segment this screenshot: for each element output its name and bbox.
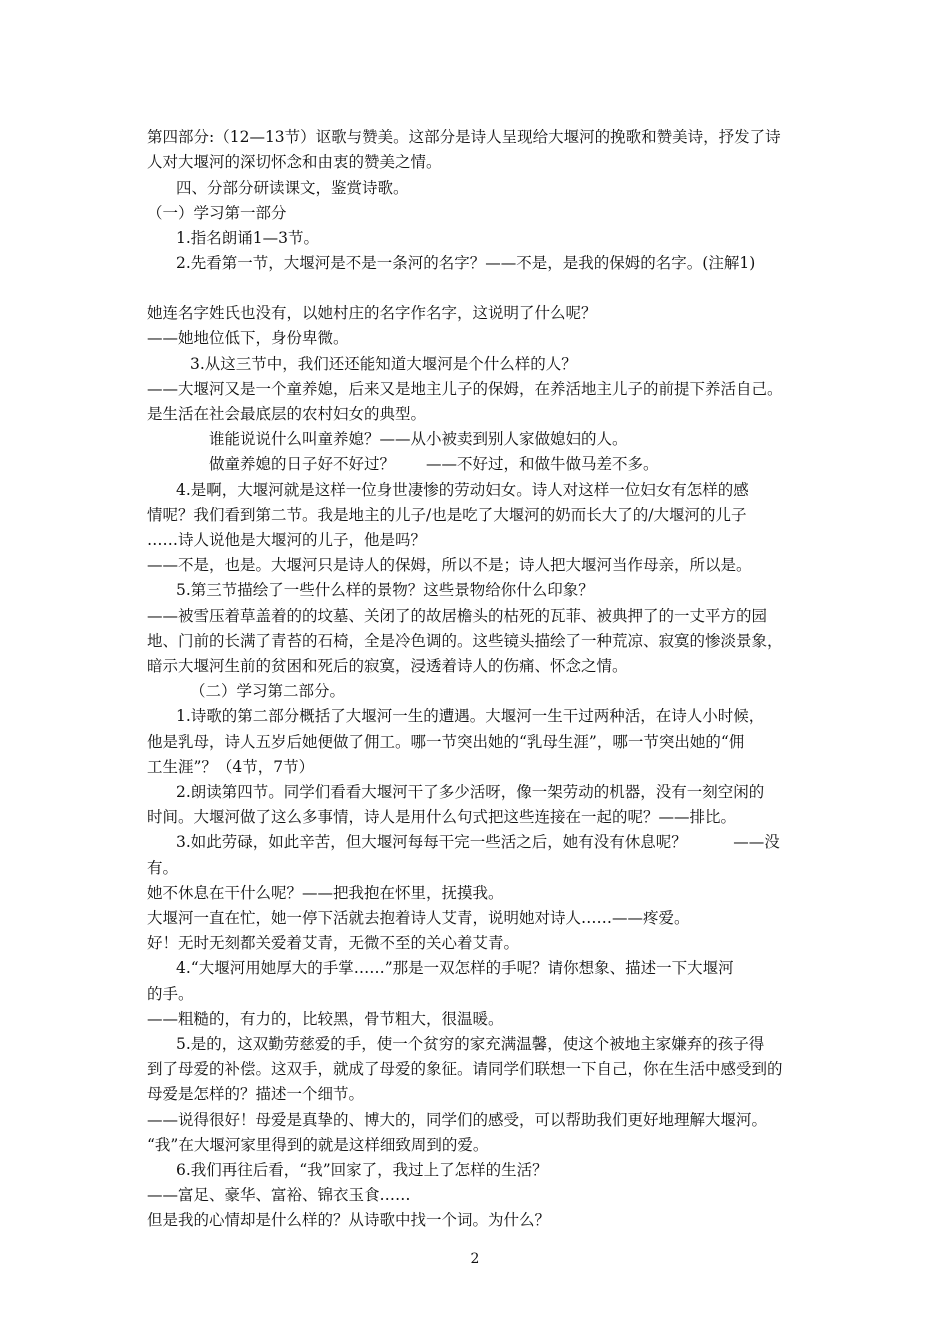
text-line: 好！无时无刻都关爱着艾青，无微不至的关心着艾青。 bbox=[147, 934, 520, 952]
text-line: ——大堰河又是一个童养媳，后来又是地主儿子的保姆，在养活地主儿子的前提下养活自己。 bbox=[147, 380, 783, 398]
text-line: 做童养媳的日子好不好过？ ——不好过，和做牛做马差不多。 bbox=[209, 455, 659, 473]
text-line: 工生涯”？（4节，7节） bbox=[147, 758, 315, 776]
text-line: 4.“大堰河用她厚大的手掌……”那是一双怎样的手呢？请你想象、描述一下大堰河 bbox=[176, 959, 734, 977]
text-line: 大堰河一直在忙，她一停下活就去抱着诗人艾青，说明她对诗人……——疼爱。 bbox=[147, 909, 690, 927]
text-line: 他是乳母，诗人五岁后她便做了佣工。哪一节突出她的“乳母生涯”，哪一节突出她的“佣 bbox=[147, 733, 745, 751]
text-line: ——她地位低下，身份卑微。 bbox=[147, 329, 349, 347]
text-line: 2.朗读第四节。同学们看看大堰河干了多少活呀，像一架劳动的机器，没有一刻空闲的 bbox=[176, 783, 765, 801]
text-line: 到了母爱的补偿。这双手，就成了母爱的象征。请同学们联想一下自己，你在生活中感受到的 bbox=[147, 1060, 783, 1078]
text-line: 5.是的，这双勤劳慈爱的手，使一个贫穷的家充满温馨，使这个被地主家嫌弃的孩子得 bbox=[176, 1035, 765, 1053]
text-line: ——不是，也是。大堰河只是诗人的保姆，所以不是；诗人把大堰河当作母亲，所以是。 bbox=[147, 556, 752, 574]
text-line: 6.我们再往后看，“我”回家了，我过上了怎样的生活？ bbox=[176, 1161, 548, 1179]
text-line: 2.先看第一节，大堰河是不是一条河的名字？——不是，是我的保姆的名字。(注解1) bbox=[176, 254, 756, 272]
text-line: 她不休息在干什么呢？——把我抱在怀里，抚摸我。 bbox=[147, 884, 504, 902]
text-line: 地、门前的长满了青苔的石椅，全是冷色调的。这些镜头描绘了一种荒凉、寂寞的惨淡景象， bbox=[147, 632, 783, 650]
text-line: 1.诗歌的第二部分概括了大堰河一生的遭遇。大堰河一生干过两种活，在诗人小时候， bbox=[176, 707, 765, 725]
text-line: 但是我的心情却是什么样的？从诗歌中找一个词。为什么？ bbox=[147, 1211, 551, 1229]
text-line: 是生活在社会最底层的农村妇女的典型。 bbox=[147, 405, 427, 423]
text-line: 母爱是怎样的？描述一个细节。 bbox=[147, 1085, 365, 1103]
page-number: 2 bbox=[470, 1251, 480, 1267]
text-line: 1.指名朗诵1—3节。 bbox=[176, 229, 320, 247]
text-line: 情呢？我们看到第二节。我是地主的儿子/也是吃了大堰河的奶而长大了的/大堰河的儿子 bbox=[147, 506, 747, 524]
text-line: （二）学习第二部分。 bbox=[190, 682, 346, 700]
text-line: （一）学习第一部分 bbox=[147, 204, 287, 222]
text-line: ——富足、豪华、富裕、锦衣玉食…… bbox=[147, 1186, 411, 1204]
text-line: ——被雪压着草盖着的的坟墓、关闭了的故居檐头的枯死的瓦菲、被典押了的一丈平方的园 bbox=[147, 607, 768, 625]
text-line: 她连名字姓氏也没有，以她村庄的名字作名字，这说明了什么呢？ bbox=[147, 304, 597, 322]
text-line: ……诗人说他是大堰河的儿子，他是吗？ bbox=[147, 531, 427, 549]
text-line: 3.如此劳碌，如此辛苦，但大堰河每每干完一些活之后，她有没有休息呢？ ——没 bbox=[176, 833, 780, 851]
text-line: 4.是啊，大堰河就是这样一位身世凄惨的劳动妇女。诗人对这样一位妇女有怎样的感 bbox=[176, 481, 749, 499]
text-line: 第四部分:（12—13节）讴歌与赞美。这部分是诗人呈现给大堰河的挽歌和赞美诗，抒发了诗 bbox=[147, 128, 781, 146]
text-line: 四、分部分研读课文，鉴赏诗歌。 bbox=[176, 179, 409, 197]
text-line: 人对大堰河的深切怀念和由衷的赞美之情。 bbox=[147, 153, 442, 171]
text-line: ——粗糙的，有力的，比较黑，骨节粗大，很温暖。 bbox=[147, 1010, 504, 1028]
text-line: 的手。 bbox=[147, 985, 194, 1003]
text-line: 暗示大堰河生前的贫困和死后的寂寞，浸透着诗人的伤痛、怀念之情。 bbox=[147, 657, 628, 675]
text-line: 5.第三节描绘了一些什么样的景物？这些景物给你什么印象？ bbox=[176, 581, 594, 599]
text-line: 时间。大堰河做了这么多事情，诗人是用什么句式把这些连接在一起的呢？——排比。 bbox=[147, 808, 737, 826]
text-line: 3.从这三节中，我们还还能知道大堰河是个什么样的人？ bbox=[190, 355, 577, 373]
text-line: “我”在大堰河家里得到的就是这样细致周到的爱。 bbox=[147, 1136, 489, 1154]
text-line: 谁能说说什么叫童养媳？——从小被卖到别人家做媳妇的人。 bbox=[209, 430, 628, 448]
text-line: 有。 bbox=[147, 859, 179, 877]
text-line: ——说得很好！母爱是真挚的、博大的，同学们的感受，可以帮助我们更好地理解大堰河。 bbox=[147, 1111, 768, 1129]
